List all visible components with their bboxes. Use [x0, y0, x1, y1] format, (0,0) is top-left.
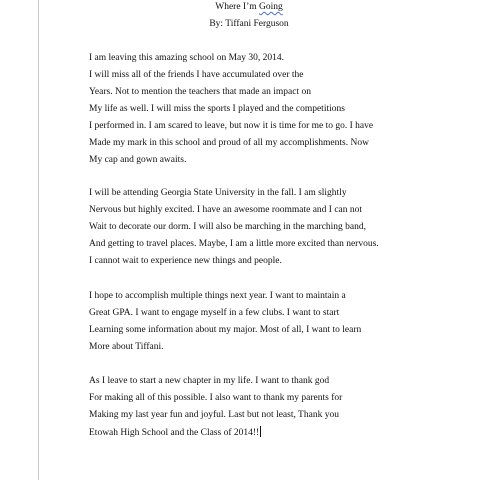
paragraph-1-line-3: Years. Not to mention the teachers that made an impact on: [89, 87, 311, 97]
paragraph-1-line-6: Made my mark in this school and proud of all my accomplishments. Now: [89, 138, 369, 148]
paragraph-1-line-2: I will miss all of the friends I have accumulated over the: [89, 70, 304, 80]
paragraph-2-line-2: Nervous but highly excited. I have an awesome roommate and I can not: [89, 205, 363, 215]
paragraph-2-line-1: I will be attending Georgia State University in the fall. I am slightly: [89, 188, 347, 198]
paragraph-4-line-4: [89, 426, 261, 439]
paragraph-1-line-1: I am leaving this amazing school on May 30, 2014.: [89, 53, 284, 63]
text-cursor: [260, 426, 261, 437]
paragraph-1-line-7: My cap and gown awaits.: [89, 155, 187, 165]
paragraph-1-line-4: My life as well. I will miss the sports I played and the competitions: [89, 104, 345, 114]
paragraph-4-line-4-text: Etowah High School and the Class of 2014!!: [89, 428, 260, 438]
paragraph-4-line-3: Making my last year fun and joyful. Last but not least, Thank you: [89, 410, 339, 420]
paragraph-3-line-1: I hope to accomplish multiple things next year. I want to maintain a: [89, 291, 346, 301]
paragraph-2-line-5: I cannot wait to experience new things and people.: [89, 256, 282, 266]
document-author: By: Tiffani Ferguson: [209, 19, 289, 29]
document-title: [89, 2, 409, 12]
paragraph-3-line-2: Great GPA. I want to engage myself in a few clubs. I want to start: [89, 308, 340, 318]
paragraph-2-line-3: Wait to decorate our dorm. I will also be marching in the marching band,: [89, 222, 367, 232]
paragraph-1-line-5: I performed in. I am scared to leave, but now it is time for me to go. I have: [89, 121, 374, 131]
paragraph-4-line-2: For making all of this possible. I also want to thank my parents for: [89, 393, 343, 403]
paragraph-3-line-3: Learning some information about my major. Most of all, I want to learn: [89, 325, 362, 335]
paragraph-3-line-4: More about Tiffani.: [89, 342, 164, 352]
title-prefix: Where I’m: [215, 2, 260, 12]
page-left-edge: [38, 0, 39, 480]
title-spellcheck-word[interactable]: Going: [259, 2, 283, 12]
paragraph-4-line-1: As I leave to start a new chapter in my life. I want to thank god: [89, 376, 330, 386]
paragraph-2-line-4: And getting to travel places. Maybe, I am a little more excited than nervous.: [89, 239, 379, 249]
